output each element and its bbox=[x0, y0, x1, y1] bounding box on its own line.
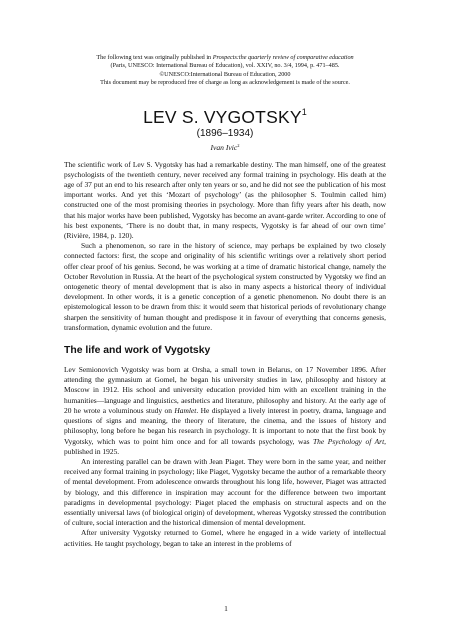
notice-line-3: ©UNESCO:International Bureau of Education, 2000 bbox=[159, 70, 291, 78]
article-title: LEV S. VYGOTSKY$^1$ bbox=[143, 106, 307, 127]
life-dates: (1896–1934) bbox=[196, 127, 254, 139]
publication-notice bbox=[64, 0, 386, 88]
hamlet-title: Hamlet bbox=[174, 405, 197, 415]
title-footnote-marker: 1 bbox=[301, 106, 307, 117]
journal-title: Prospects:the quarterly review of comparative education bbox=[212, 54, 354, 61]
section-paragraph-1: Lev Semionovich Vygotsky was born at Orsha, a small town in Belarus, on 17 November 1896. After attending the gymnasium at Gomel, he began his university studies in law, philosophy and history at Moscow in 1912. His school and university education provided him with an excellent training in the humanities—language and linguistics, aesthetics and literature, philosophy and history. At the early age of 20 he wrote a voluminous study on Hamlet. He displayed a lively interest in poetry, drama, language and questions of signs and meaning, the theory of literature, the cinema, and the issues of history and philosophy, long before he began his research in psychology. It is important to note that the first book by Vygotsky, which was to point him once and for all towards psychology, was The Psychology of Art, published in 1925. bbox=[64, 365, 387, 456]
section-heading: The life and work of Vygotsky bbox=[64, 345, 211, 357]
section-paragraph-2: An interesting parallel can be drawn with Jean Piaget. They were born in the same year, and neither received any formal training in psychology; like Piaget, Vygotsky became the author of a remarkable theory of mental development. From adolescence onwards throughout his long life, however, Piaget was attracted by biology, and this difference in inspiration may account for the difference between two important paradigms in developmental psychology: Piaget placed the emphasis on structural aspects and on the essentially universal laws (of biological origin) of development, whereas Vygotsky stressed the contribution of culture, social interaction and the historical dimension of mental development. bbox=[64, 456, 386, 528]
page-number: 1 bbox=[224, 604, 228, 613]
author-footnote-marker: 2 bbox=[237, 142, 240, 148]
notice-line-4: This document may be reproduced free of charge as long as acknowledgement is made of the source. bbox=[100, 79, 350, 87]
author-byline: Ivan Ivic$^2$ bbox=[210, 142, 240, 152]
notice-line-2: (Paris, UNESCO: International Bureau of Education), vol. XXIV, no. 3/4, 1994, p. 471–485. bbox=[110, 62, 340, 70]
intro-paragraph-1: The scientific work of Lev S. Vygotsky has had a remarkable destiny. The man himself, one of the greatest psychologists of the twentieth century, never received any formal training in psychology. His death at the age of 37 put an end to his research after only ten years or so, and he did not see the publication of his most important works. And yet this ‘Mozart of psychology’ (as the philosopher S. Toulmin called him) constructed one of the most promising theories in psychology. More than fifty years after his death, now that his major works have been published, Vygotsky has become an avant-garde writer. According to one of his best exponents, ‘There is no doubt that, in many respects, Vygotsky is far ahead of our own time’ (Rivière, 1984, p. 120). bbox=[64, 159, 386, 241]
intro-paragraph-2: Such a phenomenon, so rare in the history of science, may perhaps be explained by two closely connected factors: first, the scope and originality of his scientific writings over a relatively short period offer clear proof of his genius. Second, he was working at a time of dramatic historical change, namely the October Revolution in Russia. At the heart of the psychological system constructed by Vygotsky we find an ontogenetic theory of mental development that is also in many aspects a historical theory of individual development. In other words, it is a genetic conception of a genetic phenomenon. No doubt there is an epistemological lesson to be drawn from this: it would seem that historical periods of revolutionary change sharpen the sensitivity of human thought and predispose it in favour of everything that concerns genesis, transformation, dynamic evolution and the future. bbox=[64, 241, 386, 332]
notice-line-1: The following text was originally published in Prospects:the quarterly review of comparative education bbox=[96, 54, 354, 61]
section-paragraph-3: After university Vygotsky returned to Gomel, where he engaged in a wide variety of intellectual activities. He taught psychology, began to take an interest in the problems of bbox=[64, 528, 386, 548]
psychology-of-art-title: The Psychology of Art bbox=[313, 436, 385, 446]
